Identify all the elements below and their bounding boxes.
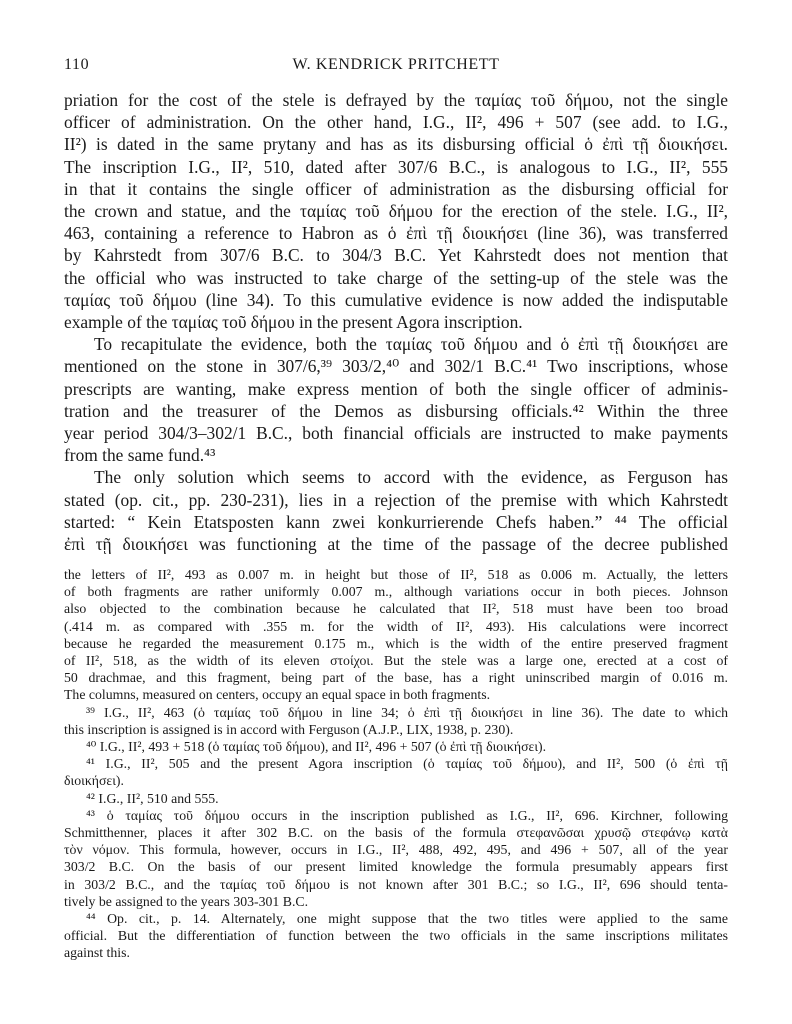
- footnote-line: because he regarded the measurement 0.175 m., which is the width of the entire preserved fragment: [64, 635, 728, 651]
- footnote-line: also objected to the combination because he calculated that II², 518 must have been too broad: [64, 601, 728, 617]
- text-line: the crown and statue, and the ταμίας τοῦ δήμου for the erection of the stele. I.G., II²,: [64, 201, 728, 222]
- text-line: prescripts are wanting, make express mention of both the single officer of adminis-: [64, 378, 728, 399]
- text-line: To recapitulate the evidence, both the ταμίας τοῦ δήμου and ὁ ἐπὶ τῇ διοικήσει are: [94, 334, 728, 355]
- footnote-line: in 303/2 B.C., and the ταμίας τοῦ δήμου is not known after 301 B.C.; so I.G., II², 696 should tenta-: [64, 876, 728, 892]
- text-line: II²) is dated in the same prytany and has as its disbursing official ὁ ἐπὶ τῇ διοικήσει.: [64, 134, 728, 155]
- text-line: 463, containing a reference to Habron as ὁ ἐπὶ τῇ διοικήσει (line 36), was transferred: [64, 223, 728, 244]
- footnote-line: ⁴² I.G., II², 510 and 555.: [86, 790, 219, 806]
- text-line: ἐπὶ τῇ διοικήσει was functioning at the time of the passage of the decree published: [64, 534, 728, 555]
- footnote-line: ³⁹ I.G., II², 463 (ὁ ταμίας τοῦ δήμου in line 34; ὁ ἐπὶ τῇ διοικήσει in line 36). The date to which: [86, 704, 728, 720]
- text-line: ταμίας τοῦ δήμου (line 34). To this cumulative evidence is now added the indisputable: [64, 289, 728, 310]
- footnote-line: of both fragments are rather uniformly 0.007 m., although variations occur in both pieces. Johnson: [64, 584, 728, 600]
- text-line: officer of administration. On the other hand, I.G., II², 496 + 507 (see add. to I.G.,: [64, 112, 728, 133]
- footnotes: [64, 566, 728, 962]
- footnote-line: διοικήσει).: [64, 773, 124, 789]
- footnote-line: against this.: [64, 945, 130, 961]
- footnote-44: [64, 910, 728, 962]
- running-head: W. KENDRICK PRITCHETT: [292, 56, 500, 73]
- footnote-line: this inscription is assigned is in accord with Ferguson (A.J.P., LIX, 1938, p. 230).: [64, 721, 514, 737]
- text-line: The only solution which seems to accord with the evidence, as Ferguson has: [94, 467, 728, 488]
- footnote-43: [64, 807, 728, 910]
- footnote-line: Schmitthenner, places it after 302 B.C. on the basis of the formula στεφανῶσαι χρυσῷ στεφάνῳ κατὰ: [64, 825, 728, 841]
- page-number: 110: [64, 56, 90, 73]
- footnote-line: τὸν νόμον. This formula, however, occurs in I.G., II², 488, 492, 495, and 496 + 507, all of the year: [64, 842, 728, 858]
- text-line: the official who was instructed to take charge of the setting-up of the stele was the: [64, 267, 728, 288]
- footnote-line: The columns, measured on centers, occupy an equal space in both fragments.: [64, 687, 491, 703]
- footnote-line: 50 drachmae, and this fragment, being part of the base, has a right uninscribed margin of 0.016 m.: [64, 670, 728, 686]
- footnote-line: (.414 m. as compared with .355 m. for the width of II², 493). His calculations were incorrect: [64, 618, 728, 634]
- footnote-39: [64, 704, 728, 738]
- footnote-line: 303/2 B.C. On the basis of our present limited knowledge the formula presumably appears first: [64, 859, 728, 875]
- footnote-line: tively be assigned to the years 303-301 B.C.: [64, 893, 309, 909]
- page-header: [64, 56, 728, 80]
- footnote-line: of II², 518, as the width of its eleven στοίχοι. But the stele was a large one, erected at a cost of: [64, 653, 728, 669]
- text-line: The inscription I.G., II², 510, dated after 307/6 B.C., is analogous to I.G., II², 555: [64, 156, 728, 177]
- footnote-42: [64, 790, 728, 807]
- footnote-41: [64, 755, 728, 789]
- text-line: mentioned on the stone in 307/6,³⁹ 303/2,⁴⁰ and 302/1 B.C.⁴¹ Two inscriptions, whose: [64, 356, 728, 377]
- footnote-line: official. But the differentiation of function between the two officials in the same inscriptions militates: [64, 928, 728, 944]
- footnote-line: ⁴⁰ I.G., II², 493 + 518 (ὁ ταμίας τοῦ δήμου), and II², 496 + 507 (ὁ ἐπὶ τῇ διοικήσει).: [86, 739, 547, 755]
- text-line: by Kahrstedt from 307/6 B.C. to 304/3 B.C. Yet Kahrstedt does not mention that: [64, 245, 728, 266]
- footnote-line: ⁴⁴ Op. cit., p. 14. Alternately, one might suppose that the two titles were applied to the same: [86, 911, 728, 927]
- paragraph: [64, 466, 728, 555]
- text-line: year period 304/3–302/1 B.C., both financial officials are instructed to make payments: [64, 423, 728, 444]
- text-line: from the same fund.⁴³: [64, 445, 216, 466]
- text-line: started: “ Kein Etatsposten kann zwei konkurrierende Chefs haben.” ⁴⁴ The official: [64, 511, 728, 532]
- text-line: stated (op. cit., pp. 230-231), lies in a rejection of the premise with which Kahrstedt: [64, 489, 728, 510]
- footnote-line: the letters of II², 493 as 0.007 m. in height but those of II², 518 as 0.006 m. Actually, the letters: [64, 567, 728, 582]
- body-text: [64, 89, 728, 555]
- paragraph: [64, 89, 728, 333]
- footnote-40: [64, 738, 728, 755]
- footnote-line: ⁴¹ I.G., II², 505 and the present Agora inscription (ὁ ταμίας τοῦ δήμου), and II², 500 (ὁ ἐπὶ τῇ: [86, 756, 728, 772]
- text-line: priation for the cost of the stele is defrayed by the ταμίας τοῦ δήμου, not the single: [64, 90, 728, 110]
- text-line: in that it contains the single officer of administration as the disbursing official for: [64, 178, 728, 199]
- footnote-continued: [64, 566, 728, 704]
- text-line: tration and the treasurer of the Demos as disbursing officials.⁴² Within the three: [64, 400, 728, 421]
- footnote-line: ⁴³ ὁ ταμίας τοῦ δήμου occurs in the inscription published as I.G., II², 696. Kirchner, following: [86, 807, 728, 823]
- text-line: example of the ταμίας τοῦ δήμου in the present Agora inscription.: [64, 312, 523, 333]
- paragraph: [64, 333, 728, 466]
